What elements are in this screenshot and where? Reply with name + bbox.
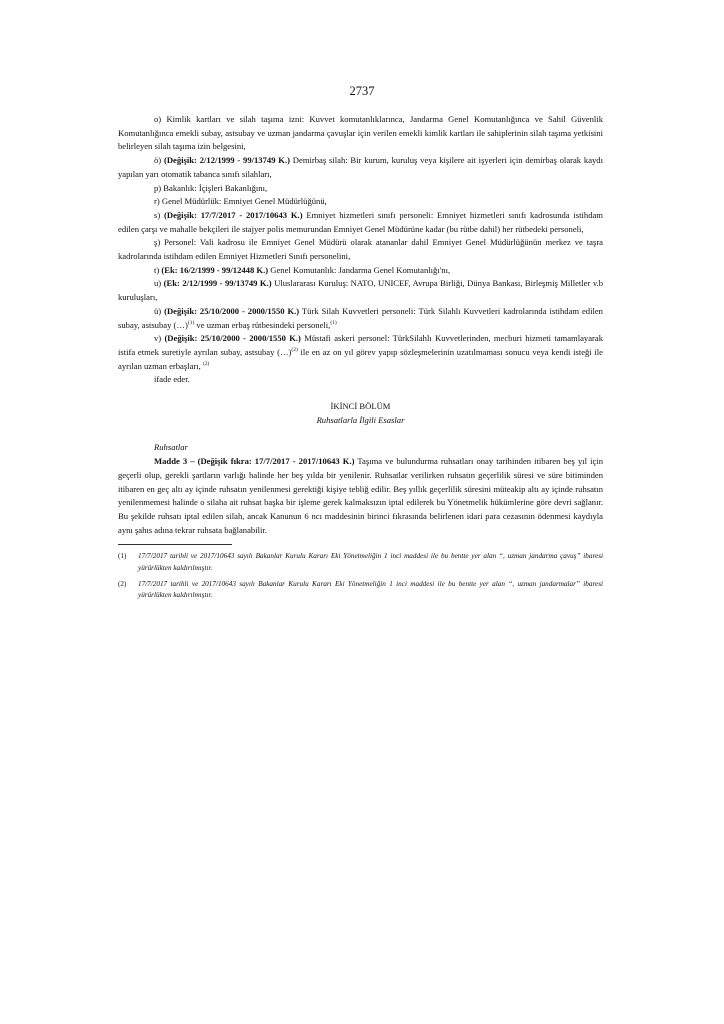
footnote-ref: (2) <box>291 347 298 354</box>
amendment-note: (Ek: 2/12/1999 - 99/13749 K.) <box>163 278 272 289</box>
amendment-note: (Değişik: 2/12/1999 - 99/13749 K.) <box>163 155 290 166</box>
item-v <box>118 332 603 373</box>
footnote-ref: (1) <box>330 319 337 326</box>
item-s <box>118 209 603 236</box>
footnote-2 <box>118 579 603 602</box>
article-title: Madde 3 – (Değişik fıkra: 17/7/2017 - 2017/10643 K.) <box>154 456 355 467</box>
footnote-ref: (1) <box>187 319 195 326</box>
item-s-cedilla: ş) Personel: Vali kadrosu ile Emniyet Genel Müdürü olarak atananlar dahil Emniyet Genel Müdürlüğünün merkez ve taşra kadrolarında istihdam edilen Emniyet Hizmetleri Sınıfı personelini, <box>118 237 603 262</box>
item-prefix: v) <box>154 333 165 344</box>
item-prefix: t) <box>154 264 162 275</box>
item-text: Uluslararası Kuruluş: NATO, UNICEF, Avrupa Birliği, Dünya Bankası, Birleşmiş Milletler v.b kuruluşları, <box>118 278 604 303</box>
footnote-number: (1) <box>118 552 127 561</box>
item-text: Türk Silah Kuvvetleri personeli: Türk Silahlı Kuvvetleri kadrolarında istihdam edilen subay, astsubay (…) <box>118 305 603 330</box>
footnote-text: 17/7/2017 tarihli ve 2017/10643 sayılı Bakanlar Kurulu Kararı Eki Yönetmeliğin 1 inci maddesi ile bu bentte yer alan “, uzman jandarmalar” ibaresi yürürlükten kaldırılmıştır. <box>138 579 603 600</box>
item-t <box>118 264 603 278</box>
footnote-text: 17/7/2017 tarihli ve 2017/10643 sayılı Bakanlar Kurulu Kararı Eki Yönetmeliğin 1 inci maddesi ile bu bentte yer alan “, uzman jandarma çavuş” ibaresi yürürlükten kaldırılmıştır. <box>138 552 603 572</box>
item-text: ve uzman erbaş rütbesindeki personeli, <box>194 319 331 330</box>
item-prefix: u) <box>154 278 164 289</box>
item-text: Genel Komutanlık: Jandarma Genel Komutanlığı'nı, <box>268 264 451 275</box>
item-o: o) Kimlik kartları ve silah taşıma izni: Kuvvet komutanlıklarınca, Jandarma Genel Komutanlığınca ve Sahil Güvenlik Komutanlığınca emekli subay, astsubay ve uzman jandarma çavuşlar için verilen emekli kimlik kartları ile sahiplerinin silah taşıma yetkisini belirleyen silah taşıma izin belgesini, <box>118 114 603 152</box>
footnote-number: (2) <box>118 579 127 588</box>
section-header <box>118 400 603 427</box>
amendment-note: (Değişik: 25/10/2000 - 2000/1550 K.) <box>164 333 301 344</box>
footnote-ref: (2) <box>202 360 210 367</box>
amendment-note: (Değişik: 17/7/2017 - 2017/10643 K.) <box>164 209 303 220</box>
item-prefix: ö) <box>154 155 164 166</box>
article-label: Ruhsatlar <box>154 442 188 453</box>
closing-text: ifade eder. <box>154 374 190 385</box>
amendment-note: (Değişik: 25/10/2000 - 2000/1550 K.) <box>164 305 300 316</box>
item-prefix: ü) <box>154 305 165 316</box>
page-number: 2737 <box>349 84 375 98</box>
item-text: Demirbaş silah: Bir kurum, kuruluş veya kişilere ait işyerleri için demirbaş olarak kaydı yapılan yarı otomatik tabanca sınıfı silahları, <box>118 155 603 179</box>
footnote-1 <box>118 551 603 574</box>
item-text: Emniyet hizmetleri sınıfı personeli: Emniyet hizmetleri sınıfı kadrosunda istihdam edilen çarşı ve mahalle bekçileri ile stajyer polis memurundan Emniyet Genel Müdürüne kadar (bu rütbe dahil) her rütbedeki personeli, <box>118 209 603 234</box>
item-p: p) Bakanlık: İçişleri Bakanlığını, <box>154 182 268 193</box>
section-heading: İKİNCİ BÖLÜM <box>330 401 391 412</box>
document-body <box>118 113 603 606</box>
item-u-umlaut <box>118 305 603 332</box>
item-o-umlaut <box>118 154 603 181</box>
section-subtitle: Ruhsatlarla İlgili Esaslar <box>316 414 405 425</box>
item-prefix: s) <box>154 209 164 220</box>
article-text: Taşıma ve bulundurma ruhsatları onay tarihinden itibaren beş yıl için geçerli olup, gerekli şartların varlığı halinde her beş yılda bir yenilenir. Ruhsatlar verilirken ruhsatın geçerlilik süresi ve süre bitiminden itibaren en geç altı ay içinde ruhsatın yenilenmesi gerektiği kişiye tebliğ edilir. Beş yıllık geçerlilik süresini müteakip altı ay içinde ruhsatın yenilenmemesi halinde o silaha ait ruhsat başka bir işleme gerek kalmaksızın iptal edilerek bu Yönetmelik hükümlerine göre devri sağlanır. Bu şekilde ruhsatı iptal edilen silah, ancak Kanunun 6 ncı maddesinin birinci fıkrasında belirlenen idari para cezasının ödenmesi kaydıyla aynı şahıs adına tekrar ruhsata bağlanabilir. <box>118 456 603 535</box>
item-text: Müstafi askeri personel: TürkSilahlı Kuvvetlerinden, mecburi hizmeti tamamlayarak istifa etmek suretiyle ayrılan subay, astsubay (…) <box>118 333 603 357</box>
article-3 <box>118 455 603 537</box>
footnote-divider <box>118 544 232 545</box>
amendment-note: (Ek: 16/2/1999 - 99/12448 K.) <box>161 264 269 275</box>
item-text: ile en az on yıl görev yapıp sözleşmelerinin uzatılmaması sonucu veya kendi isteği ile ayrılan uzman erbaşları, <box>118 346 603 371</box>
item-r: r) Genel Müdürlük: Emniyet Genel Müdürlüğünü, <box>154 196 327 207</box>
item-u <box>118 277 603 304</box>
